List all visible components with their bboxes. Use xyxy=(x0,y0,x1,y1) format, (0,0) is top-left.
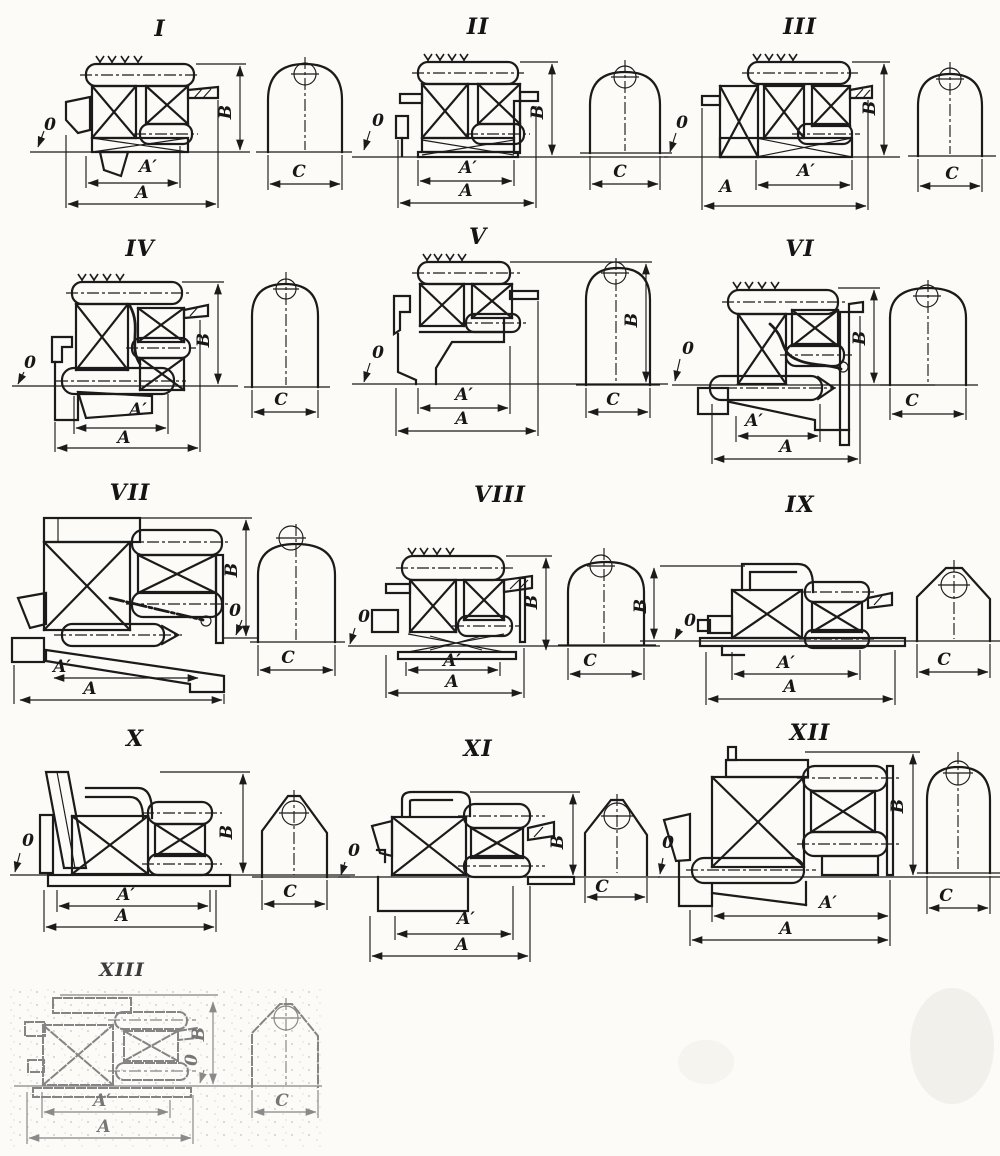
scheme-xii-dim-a-prime: A′ xyxy=(819,893,837,913)
scheme-xii-dim-b: B xyxy=(888,798,908,814)
scheme-iii-dim-b: B xyxy=(860,100,880,116)
scheme-v-front-view xyxy=(576,258,660,418)
scheme-i-front-view xyxy=(256,57,352,190)
scheme-i xyxy=(30,16,352,208)
scheme-iv-numeral: IV xyxy=(125,236,155,262)
scheme-ix-front-view xyxy=(917,560,990,678)
scheme-vii-dim-c: C xyxy=(281,648,295,668)
scheme-ix-datum: 0 xyxy=(684,611,696,631)
scheme-v-dim-c: C xyxy=(606,390,620,410)
scheme-iv-dim-a-prime: A′ xyxy=(129,400,147,420)
scheme-viii-dim-c: C xyxy=(583,651,597,671)
scheme-xiii-dim-c: C xyxy=(275,1091,289,1111)
scheme-xiii-datum: 0 xyxy=(182,1054,202,1066)
scheme-xii-front-view xyxy=(917,752,1000,914)
scheme-ii-front-view xyxy=(580,60,672,190)
scheme-iii-dim-c: C xyxy=(945,164,959,184)
scheme-xii xyxy=(658,720,1000,946)
scheme-xi-side-view xyxy=(338,792,660,962)
scheme-xiii-dim-a: A xyxy=(97,1117,111,1137)
scheme-v-dim-a: A xyxy=(455,409,469,429)
scheme-ix-dim-a-prime: A′ xyxy=(777,653,795,673)
scheme-iii-datum: 0 xyxy=(676,113,688,133)
scheme-xii-dim-a: A xyxy=(779,919,793,939)
scheme-xi-dim-a-prime: A′ xyxy=(457,909,475,929)
scheme-iv xyxy=(12,236,330,452)
scheme-vii-side-view xyxy=(12,518,258,704)
scheme-xiii-numeral: XIII xyxy=(99,959,145,981)
scheme-ix-dim-a: A xyxy=(783,677,797,697)
scheme-i-dim-a-prime: A′ xyxy=(139,157,157,177)
scheme-iii-numeral: III xyxy=(783,14,817,40)
scheme-v-datum: 0 xyxy=(372,343,384,363)
scheme-xi xyxy=(338,736,660,962)
scheme-ii-dim-b: B xyxy=(528,104,548,120)
scheme-x-front-view xyxy=(252,790,350,910)
scheme-x-dim-a-prime: A′ xyxy=(117,885,135,905)
scheme-x-dim-c: C xyxy=(283,882,297,902)
scheme-iv-dim-b: B xyxy=(194,332,214,348)
scheme-ii-numeral: II xyxy=(466,14,490,40)
scheme-xii-numeral: XII xyxy=(789,720,831,746)
scheme-xi-numeral: XI xyxy=(463,736,493,762)
scheme-xiii xyxy=(10,959,325,1147)
scheme-i-datum: 0 xyxy=(44,115,56,135)
scheme-xi-dim-c: C xyxy=(595,877,609,897)
scheme-ix-dim-b: B xyxy=(631,598,651,614)
scheme-vi-dim-c: C xyxy=(905,391,919,411)
scheme-iii xyxy=(664,14,996,210)
scheme-v xyxy=(352,224,668,436)
scheme-x-datum: 0 xyxy=(22,831,34,851)
scheme-ii-dim-c: C xyxy=(613,162,627,182)
scheme-vi xyxy=(672,236,978,464)
scheme-viii-datum: 0 xyxy=(358,607,370,627)
scheme-iii-dim-a: A xyxy=(719,177,733,197)
scheme-x-numeral: X xyxy=(125,726,145,752)
scheme-vii xyxy=(12,480,345,704)
scheme-ix-dim-c: C xyxy=(937,650,951,670)
scheme-viii-dim-b: B xyxy=(522,594,542,610)
scheme-i-numeral: I xyxy=(154,16,166,42)
scheme-ii-datum: 0 xyxy=(372,111,384,131)
scheme-vii-dim-b: B xyxy=(222,562,242,578)
scheme-i-dim-b: B xyxy=(216,104,236,120)
scheme-iii-front-view xyxy=(908,62,996,192)
scheme-viii-numeral: VIII xyxy=(474,482,526,508)
scheme-i-dim-a: A xyxy=(135,183,149,203)
scheme-x-dim-a: A xyxy=(115,906,129,926)
scheme-ix xyxy=(631,492,1000,705)
scheme-vi-dim-a: A xyxy=(779,437,793,457)
scheme-xii-datum: 0 xyxy=(662,833,674,853)
scheme-ii xyxy=(352,14,672,208)
scheme-v-dim-b: B xyxy=(622,312,642,328)
scheme-iv-front-view xyxy=(244,272,330,418)
scheme-vii-dim-a: A xyxy=(83,679,97,699)
scheme-xi-front-view xyxy=(585,794,647,903)
scheme-xi-dim-b: B xyxy=(548,834,568,850)
scheme-v-numeral: V xyxy=(468,224,488,250)
scheme-x-dim-b: B xyxy=(217,824,237,840)
scheme-vii-front-view xyxy=(250,524,345,676)
scheme-viii-dim-a: A xyxy=(445,672,459,692)
scheme-viii-dim-a-prime: A′ xyxy=(443,651,461,671)
scheme-vi-front-view xyxy=(880,280,978,420)
scheme-vi-datum: 0 xyxy=(682,339,694,359)
scheme-vii-datum: 0 xyxy=(229,601,241,621)
scheme-xii-side-view xyxy=(658,747,1000,946)
scheme-xii-dim-c: C xyxy=(939,886,953,906)
scheme-vi-dim-a-prime: A′ xyxy=(745,411,763,431)
scheme-i-side-view xyxy=(30,56,250,208)
scheme-ix-numeral: IX xyxy=(785,492,815,518)
scheme-vi-side-view xyxy=(672,282,935,464)
scheme-viii xyxy=(348,482,660,698)
scheme-xi-dim-a: A xyxy=(455,935,469,955)
scheme-v-side-view xyxy=(352,254,668,436)
scheme-ii-dim-a-prime: A′ xyxy=(459,158,477,178)
scheme-iii-side-view xyxy=(664,54,900,210)
scheme-xiii-dim-b: B xyxy=(189,1026,209,1042)
scheme-vii-dim-a-prime: A′ xyxy=(53,657,71,677)
scheme-v-dim-a-prime: A′ xyxy=(455,385,473,405)
scheme-i-dim-c: C xyxy=(292,162,306,182)
scheme-xiii-dim-a-prime: A′ xyxy=(93,1091,111,1111)
scheme-ii-dim-a: A xyxy=(459,181,473,201)
scheme-x-side-view xyxy=(10,772,355,932)
scheme-x xyxy=(10,726,355,932)
scheme-iv-dim-a: A xyxy=(117,428,131,448)
scheme-vi-numeral: VI xyxy=(785,236,815,262)
paper-smudge xyxy=(910,988,994,1104)
scheme-iv-datum: 0 xyxy=(24,353,36,373)
scheme-iv-side-view xyxy=(12,274,238,452)
scheme-viii-side-view xyxy=(348,548,660,698)
scheme-xi-datum: 0 xyxy=(348,841,360,861)
scheme-iv-dim-c: C xyxy=(274,390,288,410)
scheme-iii-dim-a-prime: A′ xyxy=(797,161,815,181)
scheme-vii-numeral: VII xyxy=(109,480,151,506)
scheme-vi-dim-b: B xyxy=(850,330,870,346)
paper-smudge xyxy=(678,1040,734,1084)
